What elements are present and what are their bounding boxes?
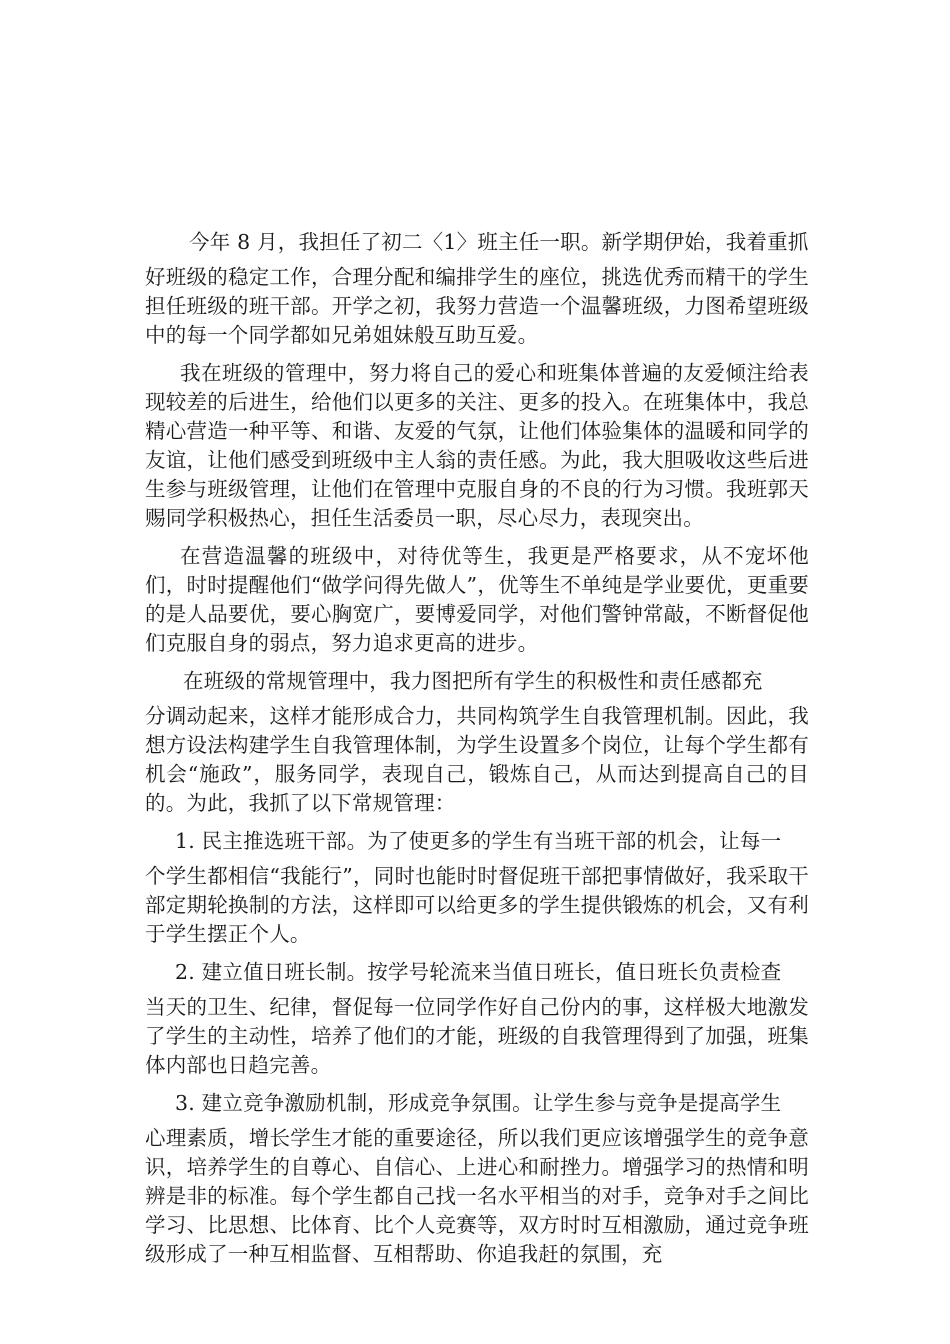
document-body [145, 228, 809, 1278]
paragraph-7 [145, 1089, 809, 1269]
paragraph-1-first-line: 今年 8 月，我担任了初二〈1〉班主任一职。新学期伊始，我着重抓 [189, 230, 809, 254]
paragraph-7-first-line: 3. 建立竞争激励机制，形成竞争氛围。让学生参与竞争是提高学生 [175, 1091, 782, 1115]
paragraph-4-first-line: 在班级的常规管理中，我力图把所有学生的积极性和责任感都充 [183, 669, 763, 693]
paragraph-1-body: 好班级的稳定工作，合理分配和编排学生的座位，挑选优秀而精干的学生担任班级的班干部。开学之初，我努力营造一个温馨班级，力图希望班级中的每一个同学都如兄弟姐妹般互助互爱。 [145, 265, 809, 347]
paragraph-5 [145, 827, 809, 949]
paragraph-6 [145, 958, 809, 1080]
paragraph-6-body: 当天的卫生、纪律，督促每一位同学作好自己份内的事，这样极大地激发了学生的主动性，培养了他们的才能，班级的自我管理得到了加强，班集体内部也日趋完善。 [145, 995, 809, 1077]
paragraph-1 [145, 228, 809, 350]
paragraph-5-body: 个学生都相信“我能行”，同时也能时时督促班干部把事情做好，我采取干部定期轮换制的方法，这样即可以给更多的学生提供锻炼的机会，又有利于学生摆正个人。 [145, 864, 809, 946]
paragraph-6-first-line: 2. 建立值日班长制。按学号轮流来当值日班长，值日班长负责检查 [175, 960, 782, 984]
paragraph-2: 我在班级的管理中，努力将自己的爱心和班集体普遍的友爱倾注给表现较差的后进生，给他们以更多的关注、更多的投入。在班集体中，我总精心营造一种平等、和谐、友爱的气氛，让他们体验集体的温暖和同学的友谊，让他们感受到班级中主人翁的责任感。为此，我大胆吸收这些后进生参与班级管理，让他们在管理中克服自身的不良的行为习惯。我班郭天赐同学积极热心，担任生活委员一职，尽心尽力，表现突出。 [145, 361, 809, 530]
paragraph-7-body: 心理素质，增长学生才能的重要途径，所以我们更应该增强学生的竞争意识，培养学生的自尊心、自信心、上进心和耐挫力。增强学习的热情和明辨是非的标准。每个学生都自己找一名水平相当的对手，竞争对手之间比学习、比思想、比体育、比个人竞赛等，双方时时互相激励，通过竞争班级形成了一种互相监督、互相帮助、你追我赶的氛围，充 [145, 1126, 809, 1266]
paragraph-3: 在营造温馨的班级中，对待优等生，我更是严格要求，从不宠坏他们，时时提醒他们“做学问得先做人”，优等生不单纯是学业要优，更重要的是人品要优，要心胸宽广，要博爱同学，对他们警钟常敲，不断督促他们克服自身的弱点，努力追求更高的进步。 [145, 544, 809, 655]
paragraph-4-body: 分调动起来，这样才能形成合力，共同构筑学生自我管理机制。因此，我想方设法构建学生自我管理体制，为学生设置多个岗位，让每个学生都有机会“施政”，服务同学，表现自己，锻炼自己，从而达到提高自己的目的。为此，我抓了以下常规管理： [145, 704, 809, 815]
paragraph-5-first-line: 1. 民主推选班干部。为了使更多的学生有当班干部的机会，让每一 [175, 829, 782, 853]
paragraph-4 [145, 667, 809, 818]
